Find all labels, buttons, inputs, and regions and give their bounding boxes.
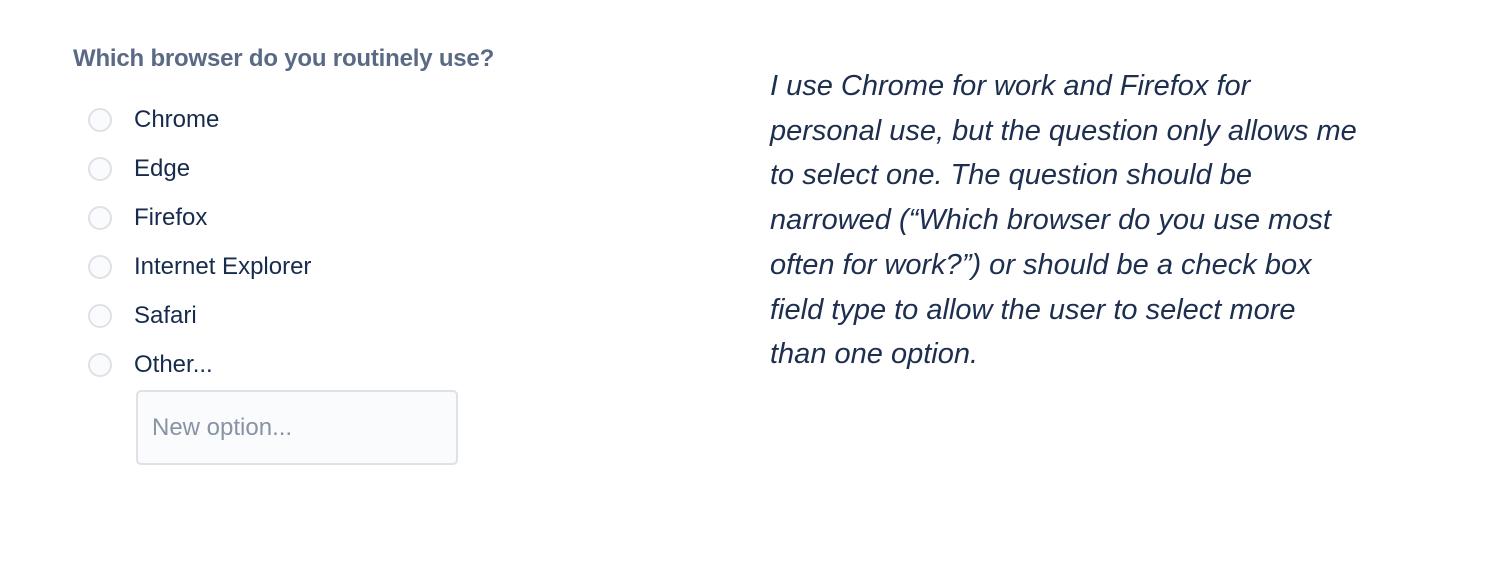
radio-button-icon[interactable] [88,206,112,230]
option-label: Firefox [134,203,208,231]
radio-button-icon[interactable] [88,157,112,181]
option-row-edge[interactable] [88,144,494,193]
option-row-chrome[interactable] [88,95,494,144]
option-label: Chrome [134,105,220,133]
annotation-line: narrowed (“Which browser do you use most [770,204,1331,237]
annotation-line: to select one. The question should be [770,159,1253,192]
radio-button-icon[interactable] [88,108,112,132]
options-list [73,95,494,389]
option-row-internet-explorer[interactable] [88,242,494,291]
option-label: Safari [134,301,197,329]
option-label: Other... [134,350,213,378]
question-title: Which browser do you routinely use? [73,45,495,72]
new-option-input[interactable] [136,390,458,465]
annotation-text [770,64,1450,377]
annotation-line: field type to allow the user to select more [770,293,1296,326]
browser-question [73,45,494,465]
annotation-line: than one option. [770,338,979,371]
radio-button-icon[interactable] [88,304,112,328]
option-label: Edge [134,154,191,182]
option-label: Internet Explorer [134,252,312,280]
annotation-line: personal use, but the question only allows me [770,114,1357,147]
radio-button-icon[interactable] [88,255,112,279]
annotation-line: I use Chrome for work and Firefox for [770,70,1251,102]
option-row-other[interactable] [88,340,494,389]
option-row-firefox[interactable] [88,193,494,242]
annotation-line: often for work?”) or should be a check box [770,248,1312,281]
radio-button-icon[interactable] [88,353,112,377]
option-row-safari[interactable] [88,291,494,340]
